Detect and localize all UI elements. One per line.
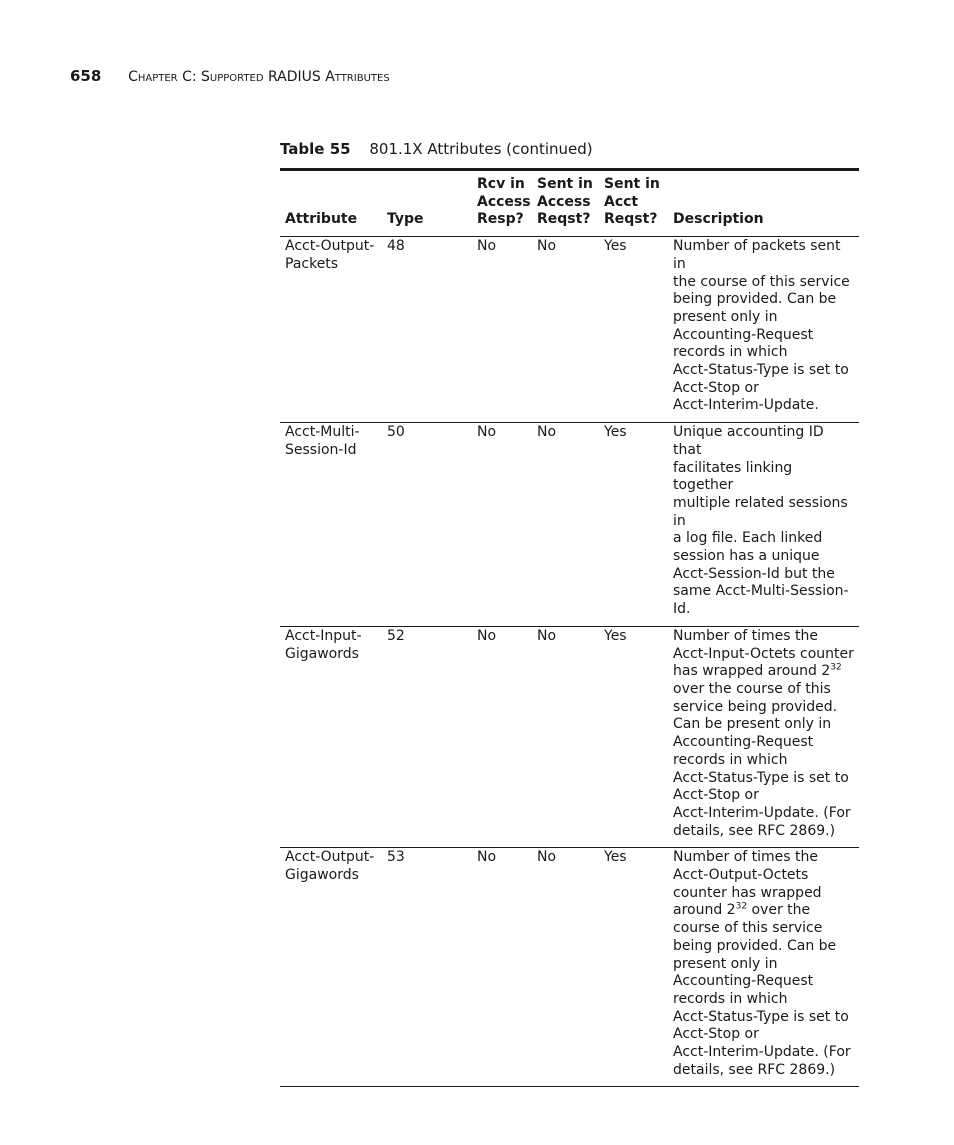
cell-sent-access-reqst: No <box>532 423 599 627</box>
col-header-description: Description <box>668 170 859 237</box>
col-header-sent-access-reqst: Sent in Access Reqst? <box>532 170 599 237</box>
page-number: 658 <box>70 67 102 85</box>
table-row <box>280 423 859 627</box>
table-header-row <box>280 170 859 237</box>
cell-description: Unique accounting ID that facilitates linking together multiple related sessions in a log file. Each linked session has a unique Acct-Session-Id but the same Acct-Multi-Session- Id. <box>668 423 859 627</box>
cell-type: 52 <box>382 626 472 847</box>
cell-sent-access-reqst: No <box>532 626 599 847</box>
cell-rcv-access-resp: No <box>472 237 532 423</box>
table-row <box>280 626 859 847</box>
chapter-title: Chapter C: Supported RADIUS Attributes <box>128 69 390 85</box>
col-header-attribute: Attribute <box>280 170 382 237</box>
cell-sent-access-reqst: No <box>532 237 599 423</box>
cell-type: 48 <box>382 237 472 423</box>
cell-attribute: Acct-Output- Packets <box>280 237 382 423</box>
cell-sent-acct-reqst: Yes <box>599 626 668 847</box>
cell-type: 53 <box>382 848 472 1087</box>
cell-attribute: Acct-Output- Gigawords <box>280 848 382 1087</box>
cell-sent-acct-reqst: Yes <box>599 423 668 627</box>
col-header-sent-acct-reqst: Sent in Acct Reqst? <box>599 170 668 237</box>
table-caption <box>280 139 593 159</box>
cell-attribute: Acct-Multi- Session-Id <box>280 423 382 627</box>
table-row <box>280 237 859 423</box>
table-number: Table 55 <box>280 140 351 158</box>
cell-rcv-access-resp: No <box>472 626 532 847</box>
attributes-table <box>280 168 859 1087</box>
cell-type: 50 <box>382 423 472 627</box>
table-row <box>280 848 859 1087</box>
table-title: 801.1X Attributes (continued) <box>369 140 593 158</box>
cell-rcv-access-resp: No <box>472 423 532 627</box>
cell-sent-access-reqst: No <box>532 848 599 1087</box>
cell-description: Number of packets sent in the course of this service being provided. Can be present only in Accounting-Request records in which Acct-Status-Type is set to Acct-Stop or Acct-Interim-Update. <box>668 237 859 423</box>
col-header-rcv-access-resp: Rcv in Access Resp? <box>472 170 532 237</box>
cell-attribute: Acct-Input- Gigawords <box>280 626 382 847</box>
cell-sent-acct-reqst: Yes <box>599 848 668 1087</box>
cell-description: Number of times the Acct-Input-Octets counter has wrapped around $2^{32}$ over the course of this service being provided. Can be present only in Accounting-Request records in which Acct-Status-Type is set to Acct-Stop or Acct-Interim-Update. (For details, see RFC 2869.) <box>668 626 859 847</box>
col-header-type: Type <box>382 170 472 237</box>
cell-description: Number of times the Acct-Output-Octets counter has wrapped around $2^{32}$ over the course of this service being provided. Can be present only in Accounting-Request records in which Acct-Status-Type is set to Acct-Stop or Acct-Interim-Update. (For details, see RFC 2869.) <box>668 848 859 1087</box>
cell-rcv-access-resp: No <box>472 848 532 1087</box>
cell-sent-acct-reqst: Yes <box>599 237 668 423</box>
page-header <box>70 66 390 87</box>
